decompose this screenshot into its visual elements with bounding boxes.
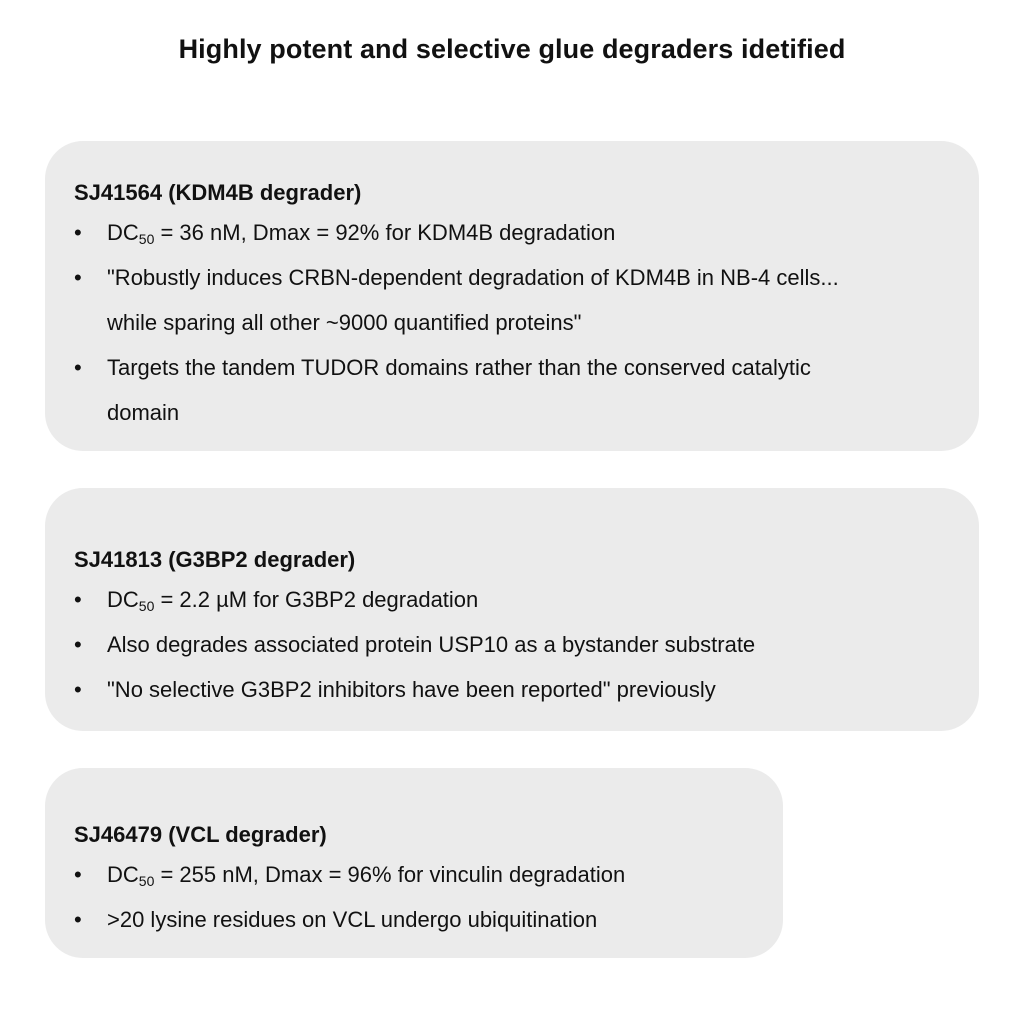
bullet-text-line: Targets the tandem TUDOR domains rather than the conserved catalytic <box>107 355 811 380</box>
list-item <box>74 345 959 435</box>
list-item <box>74 255 959 345</box>
bullet-dot: • <box>74 862 82 887</box>
list-item <box>74 852 763 897</box>
page-title: Highly potent and selective glue degraders idetified <box>178 34 846 64</box>
card-sj41813 <box>45 488 979 731</box>
list-item <box>74 667 959 712</box>
list-item <box>74 897 763 942</box>
card-sj41564 <box>45 141 979 451</box>
bullet-dot: • <box>74 265 82 290</box>
dc50-value: $DC_{50} = 36$ nM, Dmax = 92% for KDM4B degradation <box>107 220 616 247</box>
bullet-dot: • <box>74 632 82 657</box>
bullet-text-line: >20 lysine residues on VCL undergo ubiquitination <box>107 907 598 932</box>
bullet-dot: • <box>74 355 82 380</box>
bullet-text-line: domain <box>107 400 180 425</box>
list-item <box>74 577 959 622</box>
dc50-value: $DC_{50} = 2.2$ µM for G3BP2 degradation <box>107 587 479 614</box>
bullet-list <box>74 852 763 942</box>
card-heading: SJ46479 (VCL degrader) <box>74 822 327 847</box>
bullet-dot: • <box>74 587 82 612</box>
bullet-text-line: "Robustly induces CRBN-dependent degradation of KDM4B in NB-4 cells... <box>107 265 839 290</box>
card-heading: SJ41813 (G3BP2 degrader) <box>74 547 356 572</box>
bullet-text-line: "No selective G3BP2 inhibitors have been reported" previously <box>107 677 716 702</box>
card-heading: SJ41564 (KDM4B degrader) <box>74 180 362 205</box>
list-item <box>74 622 959 667</box>
bullet-list <box>74 577 959 712</box>
bullet-dot: • <box>74 220 82 245</box>
bullet-dot: • <box>74 677 82 702</box>
card-sj46479 <box>45 768 783 958</box>
bullet-text-line: while sparing all other ~9000 quantified proteins" <box>107 310 582 335</box>
dc50-value: $DC_{50} = 255$ nM, Dmax = 96% for vinculin degradation <box>107 862 626 889</box>
list-item <box>74 210 959 255</box>
bullet-dot: • <box>74 907 82 932</box>
bullet-text-line: Also degrades associated protein USP10 as a bystander substrate <box>107 632 756 657</box>
bullet-list <box>74 210 959 435</box>
